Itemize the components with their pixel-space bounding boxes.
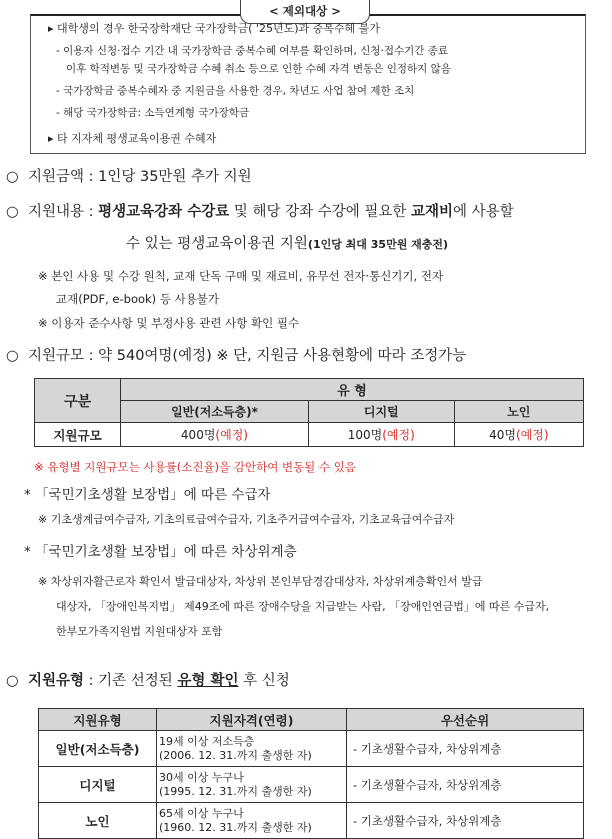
content-line2-text: 수 있는 평생교육이용권 지원 xyxy=(126,236,308,252)
note-1a-text: 본인 사용 및 수강 원칙, 교재 단독 구매 및 재료비, 유무선 전자·통신기기, 전자 xyxy=(51,269,444,283)
content-line xyxy=(6,203,514,221)
count-value: 400명 xyxy=(180,428,216,442)
circle-bullet: ○ xyxy=(6,673,19,689)
birth-text: (1995. 12. 31.까지 출생한 자) xyxy=(159,784,312,798)
recipient-head-2: * 「국민기초생활 보장법」에 따른 차상위계층 xyxy=(24,544,297,560)
content-line-2 xyxy=(126,235,448,254)
type-cell: 일반(저소득층) xyxy=(39,731,157,767)
support-type-emph: 유형 확인 xyxy=(177,673,239,689)
table-row xyxy=(39,767,584,803)
content-bold-textbook: 교재비 xyxy=(411,204,454,220)
recipient-head-1: * 「국민기초생활 보장법」에 따른 수급자 xyxy=(24,487,271,503)
content-mid: 및 해당 강좌 수강에 필요한 xyxy=(229,204,411,220)
amount-text: 지원금액 : 1인당 35만원 추가 지원 xyxy=(28,169,252,185)
table-row xyxy=(39,731,584,767)
priority-cell: - 기초생활수급자, 차상위계층 xyxy=(347,731,584,767)
exclusion-item-1: ▸ 대학생의 경우 한국장학재단 국가장학금( '25년도)과 중복수혜 불가 xyxy=(48,22,380,35)
content-bold-tuition: 평생교육강좌 수강료 xyxy=(98,204,230,220)
note-2 xyxy=(38,316,299,331)
note-1b: 교재(PDF, e-book) 등 사용불가 xyxy=(56,292,220,306)
scale-type-senior: 노인 xyxy=(454,401,583,423)
scale-line xyxy=(6,347,466,365)
scale-count-digital xyxy=(308,423,454,447)
table-row xyxy=(39,803,584,839)
content-max-note: (1인당 최대 35만원 재충전) xyxy=(307,238,449,251)
circle-bullet: ○ xyxy=(6,348,19,364)
content-prefix: 지원내용 : xyxy=(28,204,99,220)
recipient-detail-2c: 한부모가족지원법 지원대상자 포함 xyxy=(56,625,223,638)
priority-cell: - 기초생활수급자, 차상위계층 xyxy=(347,803,584,839)
exclusion-sub-1b: 이후 학적변동 및 국가장학금 수혜 취소 등으로 인한 수혜 자격 변동은 인정하지 않음 xyxy=(66,63,451,75)
type-header-age: 지원자격(연령) xyxy=(157,709,347,731)
note-2-text: 이용자 준수사항 및 부정사용 관련 사항 확인 필수 xyxy=(51,316,300,330)
scale-type-general: 일반(저소득층)* xyxy=(121,401,309,423)
recipient-detail-2b: 대상자, 「장애인복지법」 제49조에 따른 장애수당을 지급받는 사람, 「장애인연금법」에 따른 수급자, xyxy=(56,600,550,613)
type-table xyxy=(38,708,584,839)
recipient-detail-2a: ※ 차상위자활근로자 확인서 발급대상자, 차상위 본인부담경감대상자, 차상위계층확인서 발급 xyxy=(38,575,483,588)
support-type-suffix: 후 신청 xyxy=(238,673,290,689)
planned-label: (예정) xyxy=(382,428,415,442)
type-header-priority: 우선순위 xyxy=(347,709,584,731)
circle-bullet: ○ xyxy=(6,169,19,185)
scale-group-head: 유 형 xyxy=(121,379,584,401)
scale-text: 지원규모 : 약 540여명(예정) ※ 단, 지원금 사용현황에 따라 조정가능 xyxy=(28,348,467,364)
count-value: 40명 xyxy=(489,428,516,442)
birth-text: (2006. 12. 31.까지 출생한 자) xyxy=(159,748,312,762)
exclusion-sub-3: - 해당 국가장학금: 소득연계형 국가장학금 xyxy=(56,107,250,119)
age-cell xyxy=(157,803,347,839)
type-cell: 디지털 xyxy=(39,767,157,803)
scale-count-senior xyxy=(454,423,583,447)
note-mark: ※ xyxy=(38,316,48,330)
planned-label: (예정) xyxy=(515,428,549,442)
support-type-line xyxy=(6,672,290,690)
scale-type-digital: 디지털 xyxy=(308,401,454,423)
planned-label: (예정) xyxy=(215,428,248,442)
scale-warning: ※ 유형별 지원규모는 사용률(소진율)을 감안하여 변동될 수 있음 xyxy=(34,460,356,474)
age-text: 30세 이상 누구나 xyxy=(159,770,244,784)
age-text: 65세 이상 누구나 xyxy=(159,806,244,820)
age-cell xyxy=(157,731,347,767)
amount-line xyxy=(6,168,252,186)
scale-col-head: 구분 xyxy=(35,379,121,423)
scale-row-head: 지원규모 xyxy=(35,423,121,447)
exclusion-sub-2: - 국가장학금 중복수혜자 중 지원금을 사용한 경우, 차년도 사업 참여 제한 조치 xyxy=(56,85,415,97)
priority-cell: - 기초생활수급자, 차상위계층 xyxy=(347,767,584,803)
support-type-mid: : 기존 선정된 xyxy=(84,673,178,689)
note-mark: ※ xyxy=(38,269,48,283)
exclusion-title: < 제외대상 > xyxy=(240,0,370,24)
count-value: 100명 xyxy=(347,428,383,442)
support-type-label: 지원유형 xyxy=(28,673,85,689)
recipient-detail-1: ※ 기초생계급여수급자, 기초의료급여수급자, 기초주거급여수급자, 기초교육급여수급자 xyxy=(38,513,455,526)
exclusion-item-2: ▸ 타 지자체 평생교육이용권 수혜자 xyxy=(48,132,217,145)
exclusion-sub-1a: - 이용자 신청·접수 기간 내 국가장학금 중복수혜 여부를 확인하며, 신청·접수기간 종료 xyxy=(56,45,449,57)
age-cell xyxy=(157,767,347,803)
content-suffix: 에 사용할 xyxy=(453,204,514,220)
scale-count-general xyxy=(121,423,309,447)
scale-table xyxy=(34,378,584,447)
birth-text: (1960. 12. 31.까지 출생한 자) xyxy=(159,820,312,834)
type-header-type: 지원유형 xyxy=(39,709,157,731)
circle-bullet: ○ xyxy=(6,204,19,220)
age-text: 19세 이상 저소득층 xyxy=(159,734,255,748)
type-cell: 노인 xyxy=(39,803,157,839)
note-1a xyxy=(38,269,443,284)
